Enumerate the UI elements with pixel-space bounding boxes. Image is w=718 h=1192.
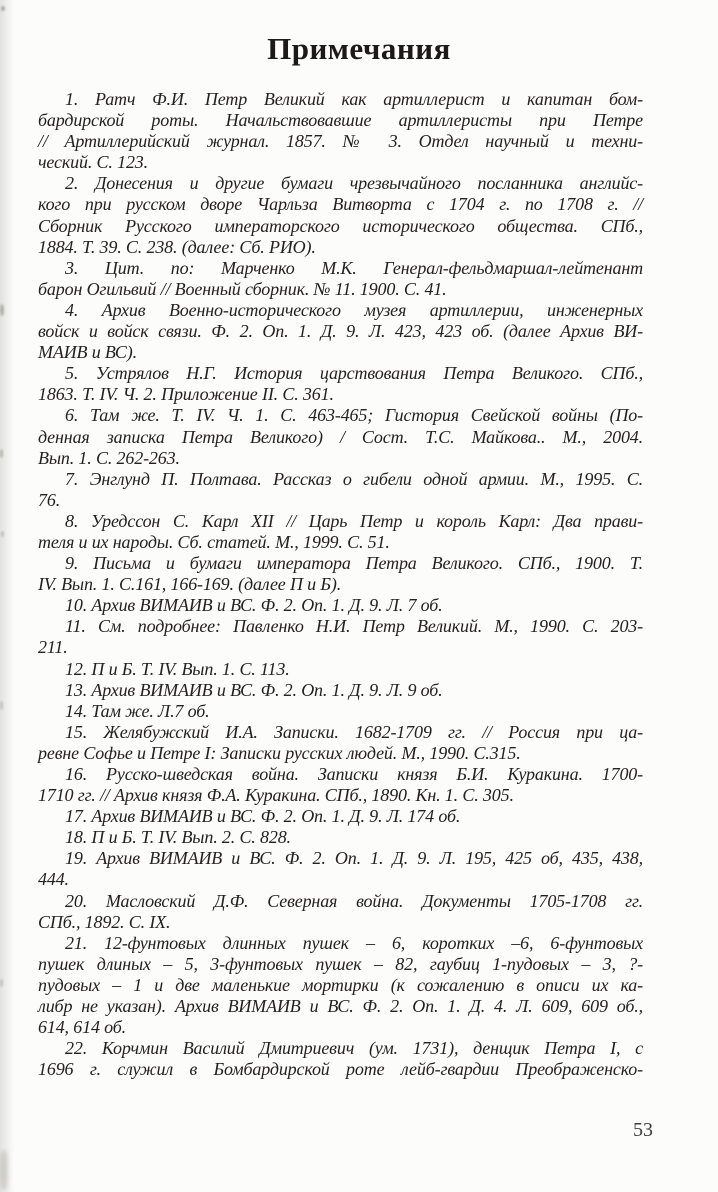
note [38, 258, 643, 300]
note [38, 891, 643, 933]
note-line: Сборник Русского императорского исторического общества. СПб., [38, 215, 643, 236]
note-line: 10. Архив ВИМАИВ и ВС. Ф. 2. Оп. 1. Д. 9. Л. 7 об. [65, 595, 443, 616]
scan-artifact [1, 6, 5, 11]
note-line: 3. Цит. по: Марченко М.К. Генерал-фельдмаршал-лейтенант [65, 257, 643, 278]
scan-artifact [0, 1150, 8, 1190]
note-line: 444. [38, 869, 69, 890]
note [38, 806, 643, 827]
note-line: 614, 614 об. [38, 1017, 127, 1038]
note [38, 701, 643, 722]
scan-artifact [0, 701, 3, 710]
note-line: войск и войск связи. Ф. 2. Оп. 1. Д. 9. Л. 423, 423 об. (далее Архив ВИ- [38, 321, 643, 342]
note-line: 20. Масловский Д.Ф. Северная война. Документы 1705-1708 гг. [65, 890, 643, 911]
note-line: 15. Желябужский И.А. Записки. 1682-1709 гг. // Россия при ца- [65, 721, 643, 742]
note-line: 9. Письма и бумаги императора Петра Великого. СПб., 1900. Т. [65, 553, 643, 574]
scan-artifact [0, 304, 4, 316]
note [38, 511, 643, 553]
note [38, 595, 643, 616]
note-line: 2. Донесения и другие бумаги чрезвычайного посланника английс- [65, 173, 643, 194]
note-line: 5. Устрялов Н.Г. История царствования Петра Великого. СПб., [65, 363, 643, 384]
note [38, 469, 643, 511]
note-line: денная записка Петра Великого) / Сост. Т.С. Майкова.. М., 2004. [38, 426, 643, 447]
note [38, 827, 643, 848]
note-line: 19. Архив ВИМАИВ и ВС. Ф. 2. Оп. 1. Д. 9. Л. 195, 425 об, 435, 438, [65, 848, 643, 869]
note-line: СПб., 1892. С. IX. [38, 911, 171, 932]
note-line: Вып. 1. С. 262-263. [38, 447, 180, 468]
note [38, 848, 643, 890]
note-line: 76. [38, 489, 61, 510]
note [38, 553, 643, 595]
note-line: либр не указан). Архив ВИМАИВ и ВС. Ф. 2. Оп. 1. Д. 4. Л. 609, 609 об., [38, 996, 643, 1017]
note [38, 173, 643, 257]
note [38, 680, 643, 701]
note [38, 616, 643, 658]
note-line: 17. Архив ВИМАИВ и ВС. Ф. 2. Оп. 1. Д. 9. Л. 174 об. [65, 806, 461, 827]
note [38, 405, 643, 468]
note-line: теля и их народы. Сб. статей. М., 1999. С. 51. [38, 531, 390, 552]
note-line: 1884. Т. 39. С. 238. (далее: Сб. РИО). [38, 236, 316, 257]
note-line: МАИВ и ВС). [38, 342, 137, 363]
note-line: ревне Софье и Петре I: Записки русских людей. М., 1990. С.315. [38, 742, 521, 763]
note-line: 16. Русско-шведская война. Записки князя Б.И. Куракина. 1700- [65, 764, 643, 784]
scan-artifact [1, 531, 4, 537]
note [38, 764, 643, 806]
note [38, 1038, 643, 1080]
note [38, 659, 643, 680]
note-line: 14. Там же. Л.7 об. [65, 700, 210, 721]
note-line: 18. П и Б. Т. IV. Вып. 2. С. 828. [65, 827, 291, 848]
notes-list [38, 89, 643, 1080]
note-line: 11. См. подробнее: Павленко Н.И. Петр Великий. М., 1990. С. 203- [65, 616, 643, 637]
note-line: 211. [38, 637, 68, 658]
note-line: 1696 г. служил в Бомбардирской роте лейб-гвардии Преображенско- [38, 1059, 643, 1080]
note-line: ческий. С. 123. [38, 152, 149, 173]
scan-artifact [0, 979, 3, 987]
note-line: бардирской роты. Начальствовавшие артиллеристы при Петре [38, 110, 643, 131]
note-line: 12. П и Б. Т. IV. Вып. 1. С. 113. [65, 658, 290, 679]
note [38, 300, 643, 363]
note-line: 6. Там же. Т. IV. Ч. 1. С. 463-465; Гистория Свейской войны (По- [65, 405, 643, 426]
note-line: 1710 гг. // Архив князя Ф.А. Куракина. СПб., 1890. Кн. 1. С. 305. [38, 785, 514, 806]
note-line: барон Огильвий // Военный сборник. № 11. 1900. С. 41. [38, 278, 447, 299]
page-number: 53 [633, 1119, 653, 1141]
note-line: 7. Энглунд П. Полтава. Рассказ о гибели одной армии. М., 1995. С. [65, 468, 643, 489]
note [38, 89, 643, 173]
note-line: пушек длиных – 5, 3-фунтовых пушек – 82, гаубиц 1-пудовых – 3, ?- [38, 953, 643, 974]
note-line: кого при русском дворе Чарльза Витворта с 1704 г. по 1708 г. // [38, 194, 643, 215]
note-line: 22. Корчмин Василий Дмитриевич (ум. 1731), денщик Петра I, с [65, 1038, 643, 1059]
scan-artifact [0, 449, 3, 458]
note-line: 13. Архив ВИМАИВ и ВС. Ф. 2. Оп. 1. Д. 9. Л. 9 об. [65, 679, 443, 700]
note-line: пудовых – 1 и две маленькие мортирки (к сожалению в описи их ка- [38, 974, 643, 995]
note-line: // Артиллерийский журнал. 1857. № 3. Отдел научный и техни- [38, 131, 643, 152]
note-line: 21. 12-фунтовых длинных пушек – 6, коротких –6, 6-фунтовых [65, 932, 643, 953]
note-line: 1863. Т. IV. Ч. 2. Приложение II. С. 361. [38, 384, 334, 405]
note-line: 1. Ратч Ф.И. Петр Великий как артиллерист и капитан бом- [65, 89, 643, 109]
note [38, 933, 643, 1038]
note-line: 4. Архив Военно-исторического музея артиллерии, инженерных [65, 299, 643, 320]
note [38, 722, 643, 764]
note-line: 8. Уредссон С. Карл XII // Царь Петр и король Карл: Два прави- [65, 510, 643, 531]
note [38, 363, 643, 405]
note-line: IV. Вып. 1. С.161, 166-169. (далее П и Б). [38, 574, 342, 595]
page-title: Примечания [267, 31, 451, 66]
